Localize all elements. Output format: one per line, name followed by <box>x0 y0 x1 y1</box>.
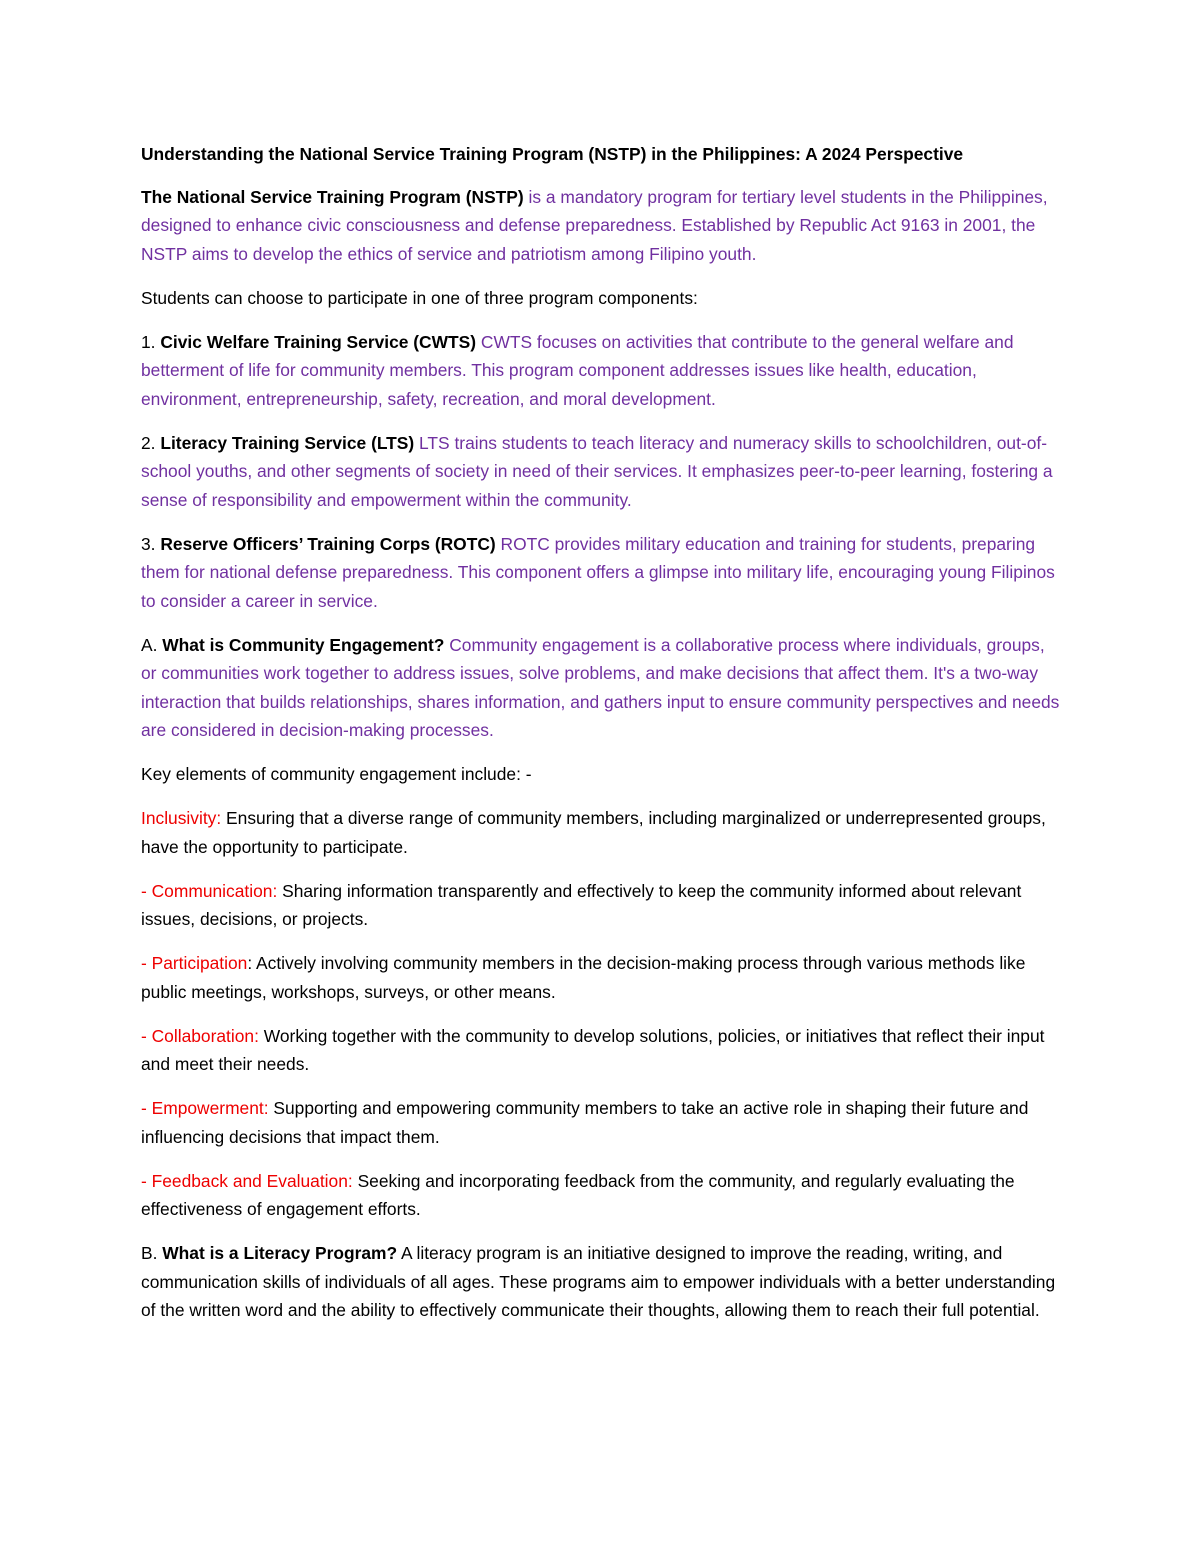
key-elements-intro: Key elements of community engagement include: - <box>141 764 532 784</box>
document-title: Understanding the National Service Training Program (NSTP) in the Philippines: A 2024 Perspective <box>141 144 964 164</box>
component-description: CWTS focuses on activities that contribute to the general welfare and betterment of life for community members. This program component addresses issues like health, education, environment, entrepreneurship, safety, recreation, and moral development. <box>141 331 1014 409</box>
component-name: Reserve Officers’ Training Corps (ROTC) <box>155 533 496 554</box>
component-number: 1. <box>141 331 156 352</box>
section-b-letter: B. <box>141 1243 158 1263</box>
section-a-heading: What is Community Engagement? <box>157 634 445 655</box>
key-element-text: Supporting and empowering community members to take an active role in shaping their future and influencing decisions that impact them. <box>141 1098 1029 1147</box>
component-number: 2. <box>141 432 156 453</box>
key-element-text: Ensuring that a diverse range of community members, including marginalized or underrepresented groups, have the opportunity to participate. <box>141 808 1046 857</box>
intro-paragraph <box>141 183 1061 269</box>
key-element-label: - Feedback and Evaluation: <box>141 1170 353 1191</box>
key-element-empowerment <box>141 1094 1061 1151</box>
component-description: ROTC provides military education and training for students, preparing them for national defense preparedness. This component offers a glimpse into military life, encouraging young Filipinos to consider a career in service. <box>141 533 1055 611</box>
section-a-text: Community engagement is a collaborative process where individuals, groups, or communities work together to address issues, solve problems, and make decisions that affect them. It's a two-way interaction that builds relationships, shares information, and gathers input to ensure community perspectives and needs are considered in decision-making processes. <box>141 634 1060 740</box>
key-element-text: Seeking and incorporating feedback from the community, and regularly evaluating the effectiveness of engagement efforts. <box>141 1170 1015 1219</box>
component-number: 3. <box>141 533 156 554</box>
section-a-paragraph <box>141 631 1061 745</box>
section-b-paragraph <box>141 1239 1061 1325</box>
component-lts <box>141 429 1061 515</box>
component-name: Literacy Training Service (LTS) <box>155 432 415 453</box>
key-element-label: - Communication: <box>141 880 278 901</box>
intro-lead: The National Service Training Program (NSTP) <box>141 186 524 207</box>
key-element-participation <box>141 949 1061 1006</box>
key-element-text: Sharing information transparently and effectively to keep the community informed about relevant issues, decisions, or projects. <box>141 880 1022 929</box>
component-rotc <box>141 530 1061 616</box>
key-element-text: : Actively involving community members in the decision-making process through various methods like public meetings, workshops, surveys, or other means. <box>141 953 1026 1002</box>
key-element-inclusivity <box>141 804 1061 861</box>
document-page <box>141 140 1061 1340</box>
component-name: Civic Welfare Training Service (CWTS) <box>155 331 477 352</box>
intro-text: is a mandatory program for tertiary level students in the Philippines, designed to enhance civic consciousness and defense preparedness. Established by Republic Act 9163 in 2001, the NSTP aims to develop the ethics of service and patriotism among Filipino youth. <box>141 186 1048 264</box>
section-b-heading: What is a Literacy Program? <box>157 1243 398 1263</box>
key-element-label: - Collaboration: <box>141 1025 259 1046</box>
key-element-feedback <box>141 1167 1061 1224</box>
components-intro: Students can choose to participate in one of three program components: <box>141 287 698 308</box>
component-cwts <box>141 328 1061 414</box>
key-element-label: - Empowerment: <box>141 1098 269 1118</box>
key-element-collaboration <box>141 1022 1061 1079</box>
key-element-label: - Participation <box>141 953 248 973</box>
component-description: LTS trains students to teach literacy and numeracy skills to schoolchildren, out-of-school youths, and other segments of society in need of their services. It emphasizes peer-to-peer learning, fostering a sense of responsibility and empowerment within the community. <box>141 432 1053 510</box>
section-b-text: A literacy program is an initiative designed to improve the reading, writing, and communication skills of individuals of all ages. These programs aim to empower individuals with a better understanding of the written word and the ability to effectively communicate their thoughts, allowing them to reach their full potential. <box>141 1243 1056 1320</box>
key-element-communication <box>141 877 1061 934</box>
key-element-label: Inclusivity: <box>141 808 222 828</box>
key-element-text: Working together with the community to develop solutions, policies, or initiatives that reflect their input and meet their needs. <box>141 1025 1045 1074</box>
section-a-letter: A. <box>141 634 158 655</box>
